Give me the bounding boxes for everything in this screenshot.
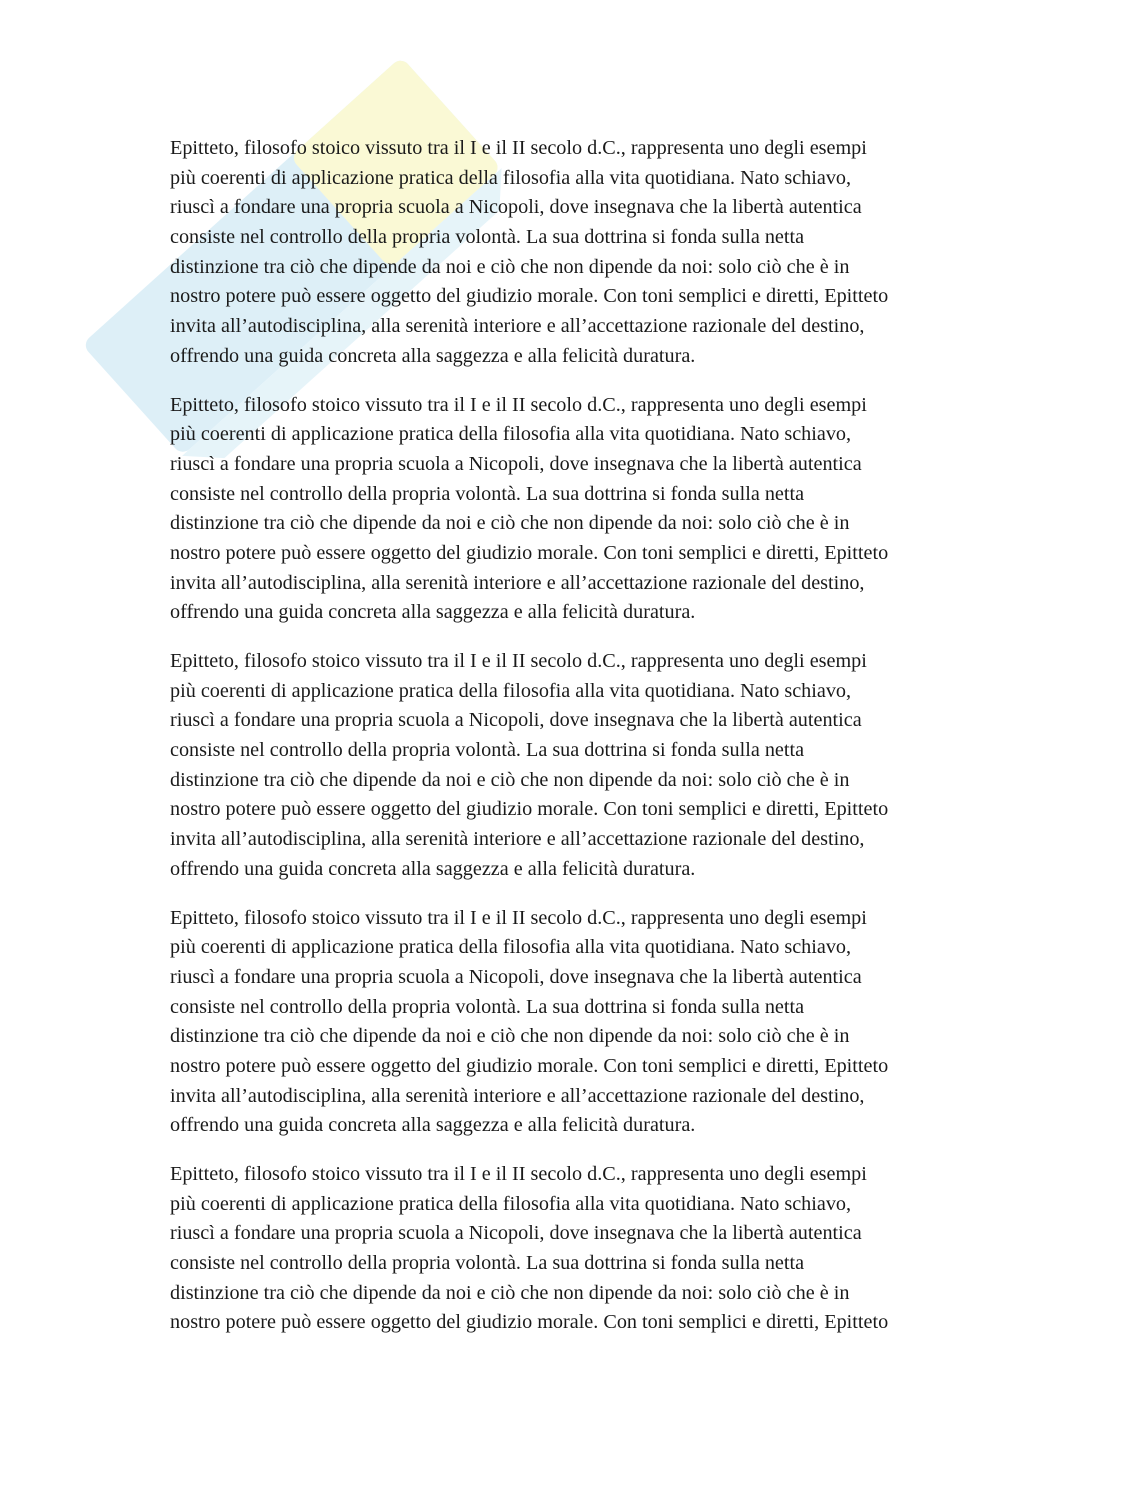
text-line: offrendo una guida concreta alla saggezza e alla felicità duratura. bbox=[170, 857, 696, 880]
text-line: consiste nel controllo della propria volontà. La sua dottrina si fonda sulla netta bbox=[170, 226, 805, 249]
text-line: offrendo una guida concreta alla saggezza e alla felicità duratura. bbox=[170, 1114, 696, 1137]
text-line: Epitteto, filosofo stoico vissuto tra il I e il II secolo d.C., rappresenta uno degli esempi bbox=[170, 393, 867, 416]
text-line: consiste nel controllo della propria volontà. La sua dottrina si fonda sulla netta bbox=[170, 739, 805, 762]
paragraph bbox=[170, 391, 980, 629]
text-line: nostro potere può essere oggetto del giudizio morale. Con toni semplici e diretti, Epitteto bbox=[170, 798, 889, 821]
text-line: riuscì a fondare una propria scuola a Nicopoli, dove insegnava che la libertà autentica bbox=[170, 965, 862, 988]
text-line: offrendo una guida concreta alla saggezza e alla felicità duratura. bbox=[170, 601, 696, 624]
text-line: distinzione tra ciò che dipende da noi e ciò che non dipende da noi: solo ciò che è in bbox=[170, 512, 850, 535]
text-line: Epitteto, filosofo stoico vissuto tra il I e il II secolo d.C., rappresenta uno degli esempi bbox=[170, 906, 867, 929]
text-line: nostro potere può essere oggetto del giudizio morale. Con toni semplici e diretti, Epitteto bbox=[170, 541, 889, 564]
text-line: più coerenti di applicazione pratica della filosofia alla vita quotidiana. Nato schiavo, bbox=[170, 423, 852, 446]
text-line: distinzione tra ciò che dipende da noi e ciò che non dipende da noi: solo ciò che è in bbox=[170, 768, 850, 791]
text-line: più coerenti di applicazione pratica della filosofia alla vita quotidiana. Nato schiavo, bbox=[170, 679, 852, 702]
text-line: invita all’autodisciplina, alla serenità interiore e all’accettazione razionale del destino, bbox=[170, 828, 865, 851]
paragraph bbox=[170, 134, 980, 372]
text-line: nostro potere può essere oggetto del giudizio morale. Con toni semplici e diretti, Epitteto bbox=[170, 1311, 889, 1334]
text-line: riuscì a fondare una propria scuola a Nicopoli, dove insegnava che la libertà autentica bbox=[170, 709, 862, 732]
text-line: invita all’autodisciplina, alla serenità interiore e all’accettazione razionale del destino, bbox=[170, 1084, 865, 1107]
text-line: più coerenti di applicazione pratica della filosofia alla vita quotidiana. Nato schiavo, bbox=[170, 166, 852, 189]
paragraph bbox=[170, 1160, 980, 1338]
text-line: invita all’autodisciplina, alla serenità interiore e all’accettazione razionale del destino, bbox=[170, 571, 865, 594]
paragraph bbox=[170, 647, 980, 885]
text-line: nostro potere può essere oggetto del giudizio morale. Con toni semplici e diretti, Epitteto bbox=[170, 285, 889, 308]
text-line: Epitteto, filosofo stoico vissuto tra il I e il II secolo d.C., rappresenta uno degli esempi bbox=[170, 650, 867, 672]
text-line: consiste nel controllo della propria volontà. La sua dottrina si fonda sulla netta bbox=[170, 995, 805, 1018]
text-line: distinzione tra ciò che dipende da noi e ciò che non dipende da noi: solo ciò che è in bbox=[170, 255, 850, 278]
document-body bbox=[170, 134, 980, 1357]
text-line: riuscì a fondare una propria scuola a Nicopoli, dove insegnava che la libertà autentica bbox=[170, 196, 862, 219]
text-line: distinzione tra ciò che dipende da noi e ciò che non dipende da noi: solo ciò che è in bbox=[170, 1281, 850, 1304]
text-line: consiste nel controllo della propria volontà. La sua dottrina si fonda sulla netta bbox=[170, 482, 805, 505]
text-line: riuscì a fondare una propria scuola a Nicopoli, dove insegnava che la libertà autentica bbox=[170, 452, 862, 475]
text-line: invita all’autodisciplina, alla serenità interiore e all’accettazione razionale del destino, bbox=[170, 315, 865, 338]
text-line: più coerenti di applicazione pratica della filosofia alla vita quotidiana. Nato schiavo, bbox=[170, 1192, 852, 1215]
text-line: Epitteto, filosofo stoico vissuto tra il I e il II secolo d.C., rappresenta uno degli esempi bbox=[170, 1163, 867, 1185]
text-line: nostro potere può essere oggetto del giudizio morale. Con toni semplici e diretti, Epitteto bbox=[170, 1054, 889, 1077]
text-line: Epitteto, filosofo stoico vissuto tra il I e il II secolo d.C., rappresenta uno degli esempi bbox=[170, 137, 867, 159]
text-line: consiste nel controllo della propria volontà. La sua dottrina si fonda sulla netta bbox=[170, 1252, 805, 1275]
paragraph bbox=[170, 904, 980, 1142]
text-line: distinzione tra ciò che dipende da noi e ciò che non dipende da noi: solo ciò che è in bbox=[170, 1025, 850, 1048]
text-line: più coerenti di applicazione pratica della filosofia alla vita quotidiana. Nato schiavo, bbox=[170, 936, 852, 959]
text-line: riuscì a fondare una propria scuola a Nicopoli, dove insegnava che la libertà autentica bbox=[170, 1222, 862, 1245]
text-line: offrendo una guida concreta alla saggezza e alla felicità duratura. bbox=[170, 344, 696, 367]
